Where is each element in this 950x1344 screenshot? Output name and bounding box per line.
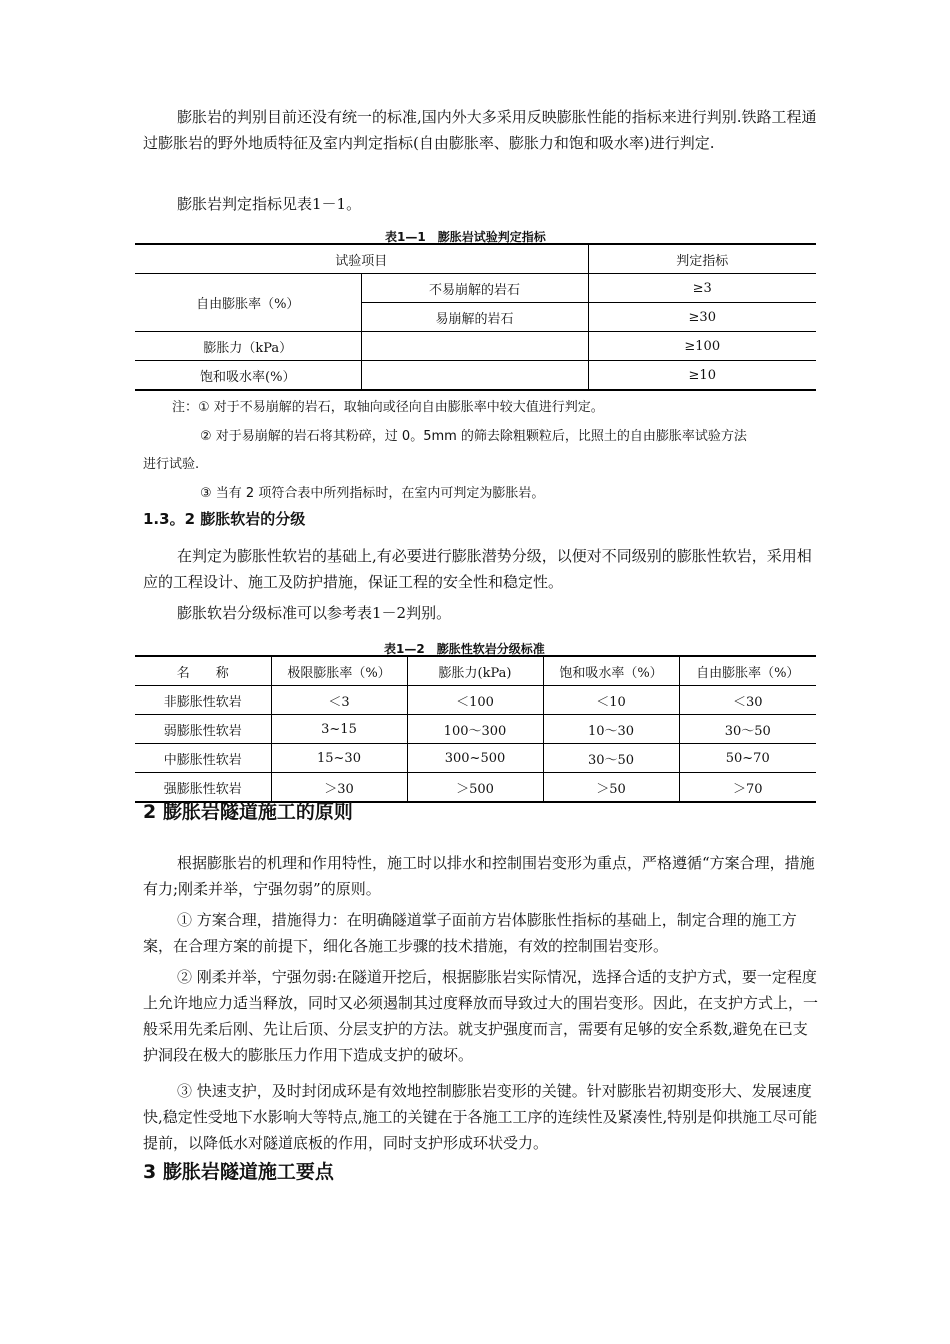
table1-row3-empty: [361, 361, 588, 391]
section-1-3-2-paragraph: 在判定为膨胀性软岩的基础上,有必要进行膨胀潜势分级，以便对不同级别的膨胀性软岩，采用相应的工程设计、施工及防护措施，保证工程的安全性和稳定性。: [143, 547, 812, 591]
table-cell: 非膨胀性软岩: [135, 686, 271, 715]
table-row: [135, 361, 816, 391]
section-1-3-2-heading: 1.3。2 膨胀软岩的分级: [143, 510, 306, 528]
intro-paragraph: 膨胀岩的判别目前还没有统一的标准,国内外大多采用反映膨胀性能的指标来进行判别.铁路工程通过膨胀岩的野外地质特征及室内判定指标(自由膨胀率、膨胀力和饱和吸水率)进行判定.: [143, 108, 817, 152]
table-cell: 30～50: [679, 715, 816, 744]
table1-row1-sub-a: 不易崩解的岩石: [361, 274, 588, 303]
table-row: [135, 715, 816, 744]
table2: [135, 655, 816, 803]
table-cell: ＞30: [271, 773, 407, 803]
table-row: [135, 686, 816, 715]
section-2-paragraph-4: ③ 快速支护，及时封闭成环是有效地控制膨胀岩变形的关键。针对膨胀岩初期变形大、发展速度快,稳定性受地下水影响大等特点,施工的关键在于各施工工序的连续性及紧凑性,特别是仰拱施工尽可能提前，以降低水对隧道底板的作用，同时支护形成环状受力。: [143, 1082, 818, 1152]
table-cell: 中膨胀性软岩: [135, 744, 271, 773]
table-cell: 50~70: [679, 744, 816, 773]
table-cell: ＜10: [543, 686, 679, 715]
table-cell: ＜3: [271, 686, 407, 715]
table-row: [135, 274, 816, 303]
table1-caption: 表1—1 膨胀岩试验判定指标: [385, 230, 546, 244]
table-cell: 强膨胀性软岩: [135, 773, 271, 803]
table1-row1-sub-b: 易崩解的岩石: [361, 303, 588, 332]
section-2-paragraph-3: ② 刚柔并举，宁强勿弱:在隧道开挖后，根据膨胀岩实际情况，选择合适的支护方式，要一定程度上允许地应力适当释放，同时又必须遏制其过度释放而导致过大的围岩变形。因此，在支护方式上，一般采用先柔后刚、先让后顶、分层支护的方法。就支护强度而言，需要有足够的安全系数,避免在已支护洞段在极大的膨胀压力作用下造成支护的破坏。: [143, 968, 819, 1064]
table-cell: 30～50: [543, 744, 679, 773]
table-cell: ＞500: [407, 773, 543, 803]
table-cell: ＞50: [543, 773, 679, 803]
table1-row1-val-b: ≥30: [588, 303, 816, 332]
table1-header-item: 试验项目: [135, 244, 588, 274]
table2-caption: 表1—2 膨胀性软岩分级标准: [384, 642, 545, 656]
table-cell: 300~500: [407, 744, 543, 773]
table1: [135, 243, 816, 391]
table1-row1-val-a: ≥3: [588, 274, 816, 303]
table1-row2-val: ≥100: [588, 332, 816, 361]
table1-row3-val: ≥10: [588, 361, 816, 391]
table-cell: 10～30: [543, 715, 679, 744]
table-cell: ＜30: [679, 686, 816, 715]
table-cell: 15~30: [271, 744, 407, 773]
table1-header-criterion: 判定指标: [588, 244, 816, 274]
note-1: 注：① 对于不易崩解的岩石，取轴向或径向自由膨胀率中较大值进行判定。: [172, 400, 604, 415]
table-cell: 3~15: [271, 715, 407, 744]
intro-table-reference: 膨胀岩判定指标见表1－1。: [177, 195, 362, 213]
section-2-paragraph-2: ① 方案合理，措施得力：在明确隧道掌子面前方岩体膨胀性指标的基础上，制定合理的施工方案，在合理方案的前提下，细化各施工步骤的技术措施，有效的控制围岩变形。: [143, 911, 797, 955]
table2-header-water-absorption: 饱和吸水率（%）: [543, 656, 679, 686]
table1-row2-empty: [361, 332, 588, 361]
section-2-paragraph-1: 根据膨胀岩的机理和作用特性，施工时以排水和控制围岩变形为重点，严格遵循“方案合理，措施有力;刚柔并举，宁强勿弱”的原则。: [143, 854, 815, 898]
table-cell: ＜100: [407, 686, 543, 715]
table-row: [135, 744, 816, 773]
note-2-continued: 进行试验.: [143, 457, 200, 472]
table-cell: 100～300: [407, 715, 543, 744]
table1-row1-label: 自由膨胀率（%）: [135, 274, 361, 332]
table-row: [135, 656, 816, 686]
table2-header-swell-force: 膨胀力(kPa): [407, 656, 543, 686]
table-cell: 弱膨胀性软岩: [135, 715, 271, 744]
table-cell: ＞70: [679, 773, 816, 803]
section-3-heading: 3 膨胀岩隧道施工要点: [143, 1161, 334, 1183]
table-row: [135, 244, 816, 274]
table2-header-free-swell: 自由膨胀率（%）: [679, 656, 816, 686]
section-2-heading: 2 膨胀岩隧道施工的原则: [143, 801, 353, 823]
table1-row3-label: 饱和吸水率(%）: [135, 361, 361, 391]
table2-header-name: 名 称: [135, 656, 271, 686]
table1-row2-label: 膨胀力（kPa）: [135, 332, 361, 361]
section-1-3-2-table-reference: 膨胀软岩分级标准可以参考表1－2判别。: [177, 604, 452, 622]
note-3: ③ 当有 2 项符合表中所列指标时，在室内可判定为膨胀岩。: [200, 486, 545, 501]
table2-header-limit-swell: 极限膨胀率（%）: [271, 656, 407, 686]
table-row: [135, 332, 816, 361]
note-2: ② 对于易崩解的岩石将其粉碎，过 0。5mm 的筛去除粗颗粒后，比照土的自由膨胀率试验方法: [200, 429, 747, 444]
